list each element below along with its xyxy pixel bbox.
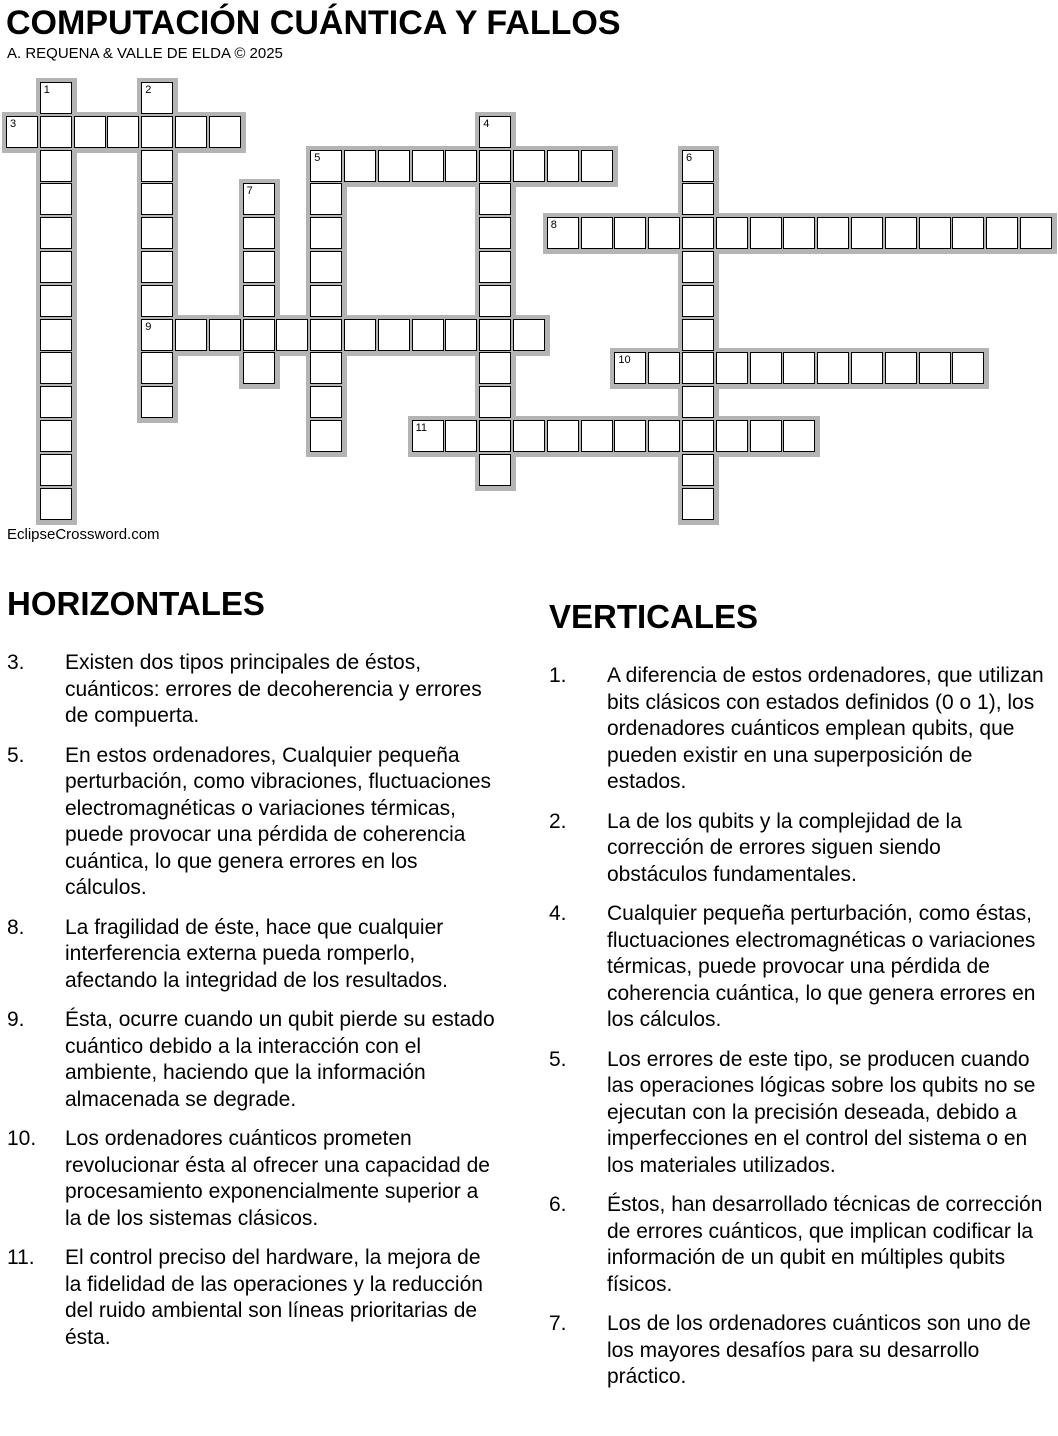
clue-number: 5. (7, 743, 25, 767)
down-clue (549, 901, 1044, 1034)
grid-cell[interactable] (40, 82, 72, 114)
across-clue-list (7, 650, 497, 1364)
grid-cell[interactable] (40, 488, 72, 520)
grid-cell[interactable] (851, 352, 883, 384)
grid-cell[interactable] (547, 420, 579, 452)
grid-cell[interactable] (445, 150, 477, 182)
cell-number: 9 (145, 320, 152, 333)
grid-cell[interactable] (614, 352, 646, 384)
grid-cell[interactable] (885, 352, 917, 384)
down-heading: VERTICALES (549, 598, 759, 635)
grid-cell[interactable] (344, 150, 376, 182)
grid-cell[interactable] (243, 251, 275, 283)
grid-cell[interactable] (682, 454, 714, 486)
grid-cell[interactable] (40, 386, 72, 418)
down-clue (549, 1047, 1044, 1180)
across-heading: HORIZONTALES (7, 585, 265, 622)
grid-cell[interactable] (547, 217, 579, 249)
clue-text: Cualquier pequeña perturbación, como éstas, fluctuaciones electromagnéticas o variaciones térmicas, puede provocar una pérdida de coherencia cuántica, lo que genera errores en los cálculos. (607, 902, 1036, 1031)
grid-cell[interactable] (141, 251, 173, 283)
clue-number: 3. (7, 651, 25, 674)
site-credit: EclipseCrossword.com (7, 526, 160, 543)
crossword-grid (0, 0, 1058, 530)
clue-text: En estos ordenadores, Cualquier pequeña perturbación, como vibraciones, fluctuaciones electromagnéticas o variaciones térmicas, puede provocar una pérdida de coherencia cuántica, lo que genera errores en los cálculos. (65, 743, 492, 899)
grid-cell[interactable] (750, 352, 782, 384)
clue-number: 7. (549, 1312, 567, 1335)
cell-number: 10 (618, 354, 631, 367)
grid-cell[interactable] (40, 183, 72, 215)
puzzle-author: A. REQUENA & VALLE DE ELDA © 2025 (7, 45, 283, 62)
grid-cell[interactable] (479, 386, 511, 418)
grid-cell[interactable] (513, 150, 545, 182)
grid-cell[interactable] (141, 217, 173, 249)
grid-cell[interactable] (175, 116, 207, 148)
puzzle-title: COMPUTACIÓN CUÁNTICA Y FALLOS (6, 4, 621, 42)
grid-cell[interactable] (412, 420, 444, 452)
grid-cell[interactable] (209, 319, 241, 351)
down-clue (549, 1192, 1044, 1298)
grid-cell[interactable] (716, 217, 748, 249)
grid-cell[interactable] (310, 183, 342, 215)
grid-cell[interactable] (750, 420, 782, 452)
grid-cell[interactable] (141, 386, 173, 418)
grid-cell[interactable] (141, 150, 173, 182)
grid-cell[interactable] (716, 352, 748, 384)
grid-cell[interactable] (445, 420, 477, 452)
across-clue (7, 1126, 497, 1232)
grid-cell[interactable] (40, 217, 72, 249)
grid-cell[interactable] (682, 183, 714, 215)
grid-cell[interactable] (479, 285, 511, 317)
cell-number: 2 (145, 84, 152, 96)
grid-cell[interactable] (479, 352, 511, 384)
grid-cell[interactable] (919, 352, 951, 384)
grid-cell[interactable] (378, 150, 410, 182)
grid-cell[interactable] (479, 183, 511, 215)
grid-cell[interactable] (40, 150, 72, 182)
clue-text: La de los qubits y la complejidad de la corrección de errores siguen siendo obstáculos fundamentales. (607, 809, 962, 886)
cell-number: 5 (314, 151, 321, 164)
grid-cell[interactable] (513, 420, 545, 452)
grid-cell[interactable] (479, 217, 511, 249)
grid-cell[interactable] (344, 319, 376, 351)
clue-text: El control preciso del hardware, la mejora de la fidelidad de las operaciones y la reducción del ruido ambiental son líneas prioritarias de ésta. (65, 1246, 483, 1349)
grid-cell[interactable] (276, 319, 308, 351)
grid-cell[interactable] (412, 150, 444, 182)
grid-cell[interactable] (952, 352, 984, 384)
grid-cell[interactable] (614, 420, 646, 452)
grid-cell[interactable] (175, 319, 207, 351)
grid-cell[interactable] (817, 352, 849, 384)
grid-cell[interactable] (682, 319, 714, 351)
grid-cell[interactable] (479, 454, 511, 486)
cell-number: 1 (43, 84, 50, 96)
cell-number: 8 (550, 219, 557, 232)
grid-cell[interactable] (783, 352, 815, 384)
grid-cell[interactable] (310, 352, 342, 384)
clue-text: Ésta, ocurre cuando un qubit pierde su estado cuántico debido a la interacción con el ambiente, haciendo que la información almacenada se degrade. (65, 1008, 495, 1111)
grid-cell[interactable] (682, 352, 714, 384)
clue-text: Éstos, han desarrollado técnicas de corrección de errores cuánticos, que implican codificar la información de un qubit en múltiples qubits físicos. (607, 1193, 1043, 1296)
clue-number: 8. (7, 915, 25, 939)
grid-cell[interactable] (243, 217, 275, 249)
grid-cell[interactable] (243, 183, 275, 215)
clue-number: 6. (549, 1193, 567, 1216)
grid-cell[interactable] (40, 116, 72, 148)
down-clue (549, 663, 1044, 796)
grid-cell[interactable] (310, 386, 342, 418)
down-clue-list (549, 663, 1044, 1404)
grid-cell[interactable] (986, 217, 1018, 249)
clue-number: 1. (549, 664, 567, 687)
grid-cell[interactable] (40, 420, 72, 452)
grid-cell[interactable] (783, 217, 815, 249)
cell-number: 3 (10, 117, 17, 130)
grid-cell[interactable] (783, 420, 815, 452)
cell-number: 4 (483, 117, 490, 130)
grid-cell[interactable] (40, 454, 72, 486)
grid-cell[interactable] (547, 150, 579, 182)
grid-cell[interactable] (479, 150, 511, 182)
grid-cell[interactable] (581, 420, 613, 452)
grid-cell[interactable] (513, 319, 545, 351)
down-clue (549, 809, 1044, 889)
across-clue (7, 1245, 497, 1351)
grid-cell[interactable] (682, 150, 714, 182)
grid-cell[interactable] (209, 116, 241, 148)
grid-cell[interactable] (952, 217, 984, 249)
grid-cell[interactable] (682, 420, 714, 452)
clue-text: Los errores de este tipo, se producen cuando las operaciones lógicas sobre los qubits no se ejecutan con la precisión deseada, debido a imperfecciones en el control del sistema o en los materiales utilizados. (607, 1047, 1036, 1177)
grid-cell[interactable] (310, 420, 342, 452)
grid-cell[interactable] (141, 285, 173, 317)
grid-cell[interactable] (40, 319, 72, 351)
grid-cell[interactable] (141, 183, 173, 215)
clue-number: 9. (7, 1008, 25, 1031)
grid-cell[interactable] (851, 217, 883, 249)
grid-cell[interactable] (682, 488, 714, 520)
grid-cell[interactable] (6, 116, 38, 148)
grid-cell[interactable] (648, 352, 680, 384)
grid-cell[interactable] (445, 319, 477, 351)
grid-cell[interactable] (716, 420, 748, 452)
grid-cell[interactable] (141, 82, 173, 114)
grid-cell[interactable] (1020, 217, 1052, 249)
grid-cell[interactable] (885, 217, 917, 249)
grid-cell[interactable] (919, 217, 951, 249)
grid-cell[interactable] (243, 352, 275, 384)
grid-cell[interactable] (310, 319, 342, 351)
grid-cell[interactable] (141, 319, 173, 351)
clue-text: La fragilidad de éste, hace que cualquier interferencia externa pueda romperlo, afectando la integridad de los resultados. (65, 915, 448, 992)
clue-number: 5. (549, 1047, 567, 1071)
down-clue (549, 1311, 1044, 1391)
grid-cell[interactable] (479, 116, 511, 148)
clue-number: 10. (7, 1127, 37, 1150)
cell-number: 6 (686, 151, 693, 164)
grid-cell[interactable] (412, 319, 444, 351)
grid-cell[interactable] (817, 217, 849, 249)
grid-cell[interactable] (107, 116, 139, 148)
clue-number: 11. (7, 1246, 35, 1269)
clue-text: Los de los ordenadores cuánticos son uno de los mayores desafíos para su desarrollo práctico. (607, 1312, 1031, 1388)
grid-cell[interactable] (682, 251, 714, 283)
grid-cell[interactable] (682, 217, 714, 249)
across-clue (7, 1007, 497, 1113)
grid-cell[interactable] (648, 217, 680, 249)
clue-text: Existen dos tipos principales de éstos, cuánticos: errores de decoherencia y errores de compuerta. (65, 651, 482, 727)
grid-cell[interactable] (310, 217, 342, 249)
clue-text: Los ordenadores cuánticos prometen revolucionar ésta al ofrecer una capacidad de procesamiento exponencialmente superior a la de los sistemas clásicos. (65, 1127, 490, 1230)
grid-cell[interactable] (243, 319, 275, 351)
grid-cell[interactable] (141, 116, 173, 148)
cell-number: 11 (415, 422, 428, 434)
grid-cell[interactable] (479, 319, 511, 351)
clue-number: 4. (549, 902, 567, 925)
across-clue (7, 743, 497, 902)
grid-cell[interactable] (682, 386, 714, 418)
grid-cell[interactable] (750, 217, 782, 249)
grid-cell[interactable] (614, 217, 646, 249)
across-clue (7, 650, 497, 730)
grid-cell[interactable] (479, 251, 511, 283)
across-clue (7, 915, 497, 995)
cell-number: 7 (246, 185, 253, 198)
grid-cell[interactable] (74, 116, 106, 148)
grid-cell[interactable] (310, 150, 342, 182)
grid-cell[interactable] (581, 217, 613, 249)
grid-cell[interactable] (479, 420, 511, 452)
grid-cell[interactable] (40, 352, 72, 384)
grid-cell[interactable] (310, 285, 342, 317)
grid-cell[interactable] (378, 319, 410, 351)
grid-cell[interactable] (40, 251, 72, 283)
grid-cell[interactable] (581, 150, 613, 182)
grid-cell[interactable] (682, 285, 714, 317)
grid-cell[interactable] (40, 285, 72, 317)
clue-text: A diferencia de estos ordenadores, que utilizan bits clásicos con estados definidos (0 o 1), los ordenadores cuánticos emplean qubits, que pueden existir en una superposición de estados. (607, 664, 1044, 793)
clue-number: 2. (549, 809, 567, 833)
grid-cell[interactable] (310, 251, 342, 283)
grid-cell[interactable] (243, 285, 275, 317)
grid-cell[interactable] (648, 420, 680, 452)
grid-cell[interactable] (141, 352, 173, 384)
